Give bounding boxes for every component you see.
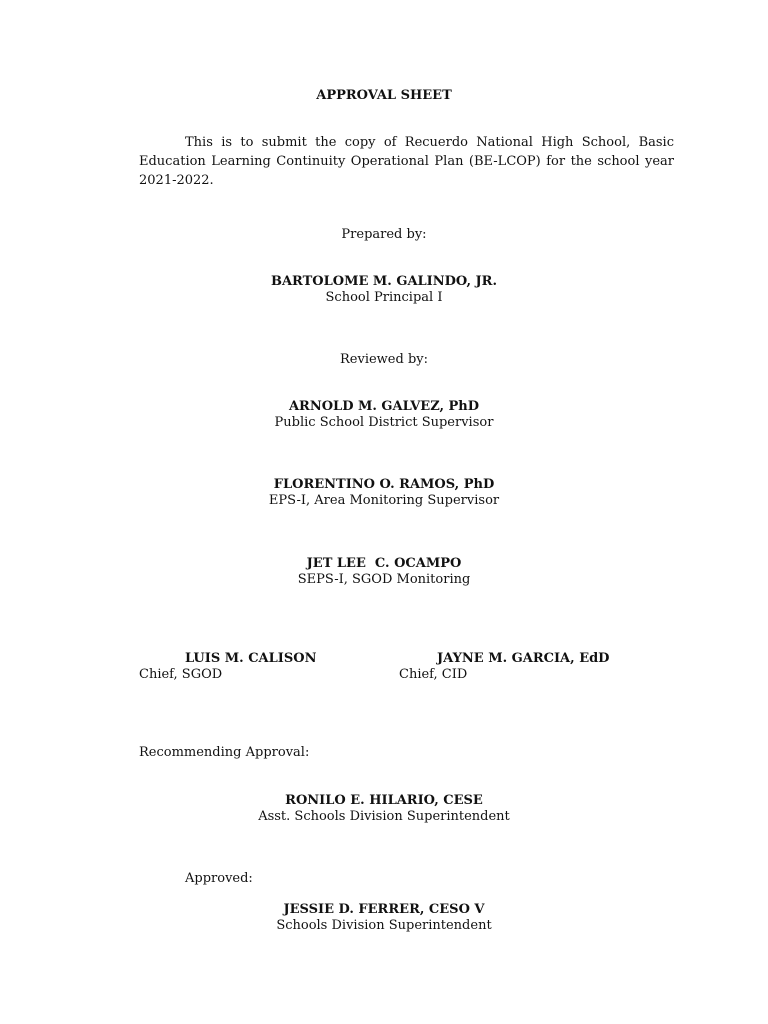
signatory-reviewer-3 — [0, 556, 768, 588]
signatory-recommender — [0, 793, 768, 825]
signatory-title: Chief, SGOD — [139, 667, 223, 682]
signatory-chief-sgod — [139, 651, 316, 683]
recommending-approval-label: Recommending Approval: — [139, 745, 310, 760]
signatory-reviewer-1 — [0, 399, 768, 431]
signatory-name: FLORENTINO O. RAMOS, PhD — [273, 477, 495, 492]
signatory-name: JESSIE D. FERRER, CESO V — [283, 902, 485, 917]
page-title: APPROVAL SHEET — [316, 88, 452, 103]
signatory-reviewer-2 — [0, 477, 768, 509]
signatory-title: EPS-I, Area Monitoring Supervisor — [268, 493, 500, 508]
signatory-title: Public School District Supervisor — [274, 415, 494, 430]
signatory-chief-cid — [399, 651, 609, 683]
signatory-name: JET LEE C. OCAMPO — [306, 556, 462, 571]
reviewed-by-label: Reviewed by: — [340, 352, 428, 367]
signatory-title: Schools Division Superintendent — [276, 918, 492, 933]
signatory-approver — [0, 902, 768, 934]
signatory-name: RONILO E. HILARIO, CESE — [285, 793, 483, 808]
body-paragraph: This is to submit the copy of Recuerdo National High School, Basic Education Learning Continuity Operational Plan (BE-LCOP) for the school year 2021-2022. — [139, 135, 674, 188]
signatory-title: School Principal I — [325, 290, 443, 305]
signatory-title: Chief, CID — [399, 667, 468, 682]
signatory-preparer — [0, 274, 768, 306]
signatory-title: SEPS-I, SGOD Monitoring — [297, 572, 471, 587]
signatory-name: JAYNE M. GARCIA, EdD — [437, 651, 610, 666]
prepared-by-label: Prepared by: — [341, 227, 427, 242]
signatory-name: LUIS M. CALISON — [185, 651, 317, 666]
approved-label: Approved: — [185, 871, 253, 886]
signatory-name: BARTOLOME M. GALINDO, JR. — [270, 274, 498, 289]
signatory-name: ARNOLD M. GALVEZ, PhD — [288, 399, 480, 414]
signatory-title: Asst. Schools Division Superintendent — [258, 809, 510, 824]
